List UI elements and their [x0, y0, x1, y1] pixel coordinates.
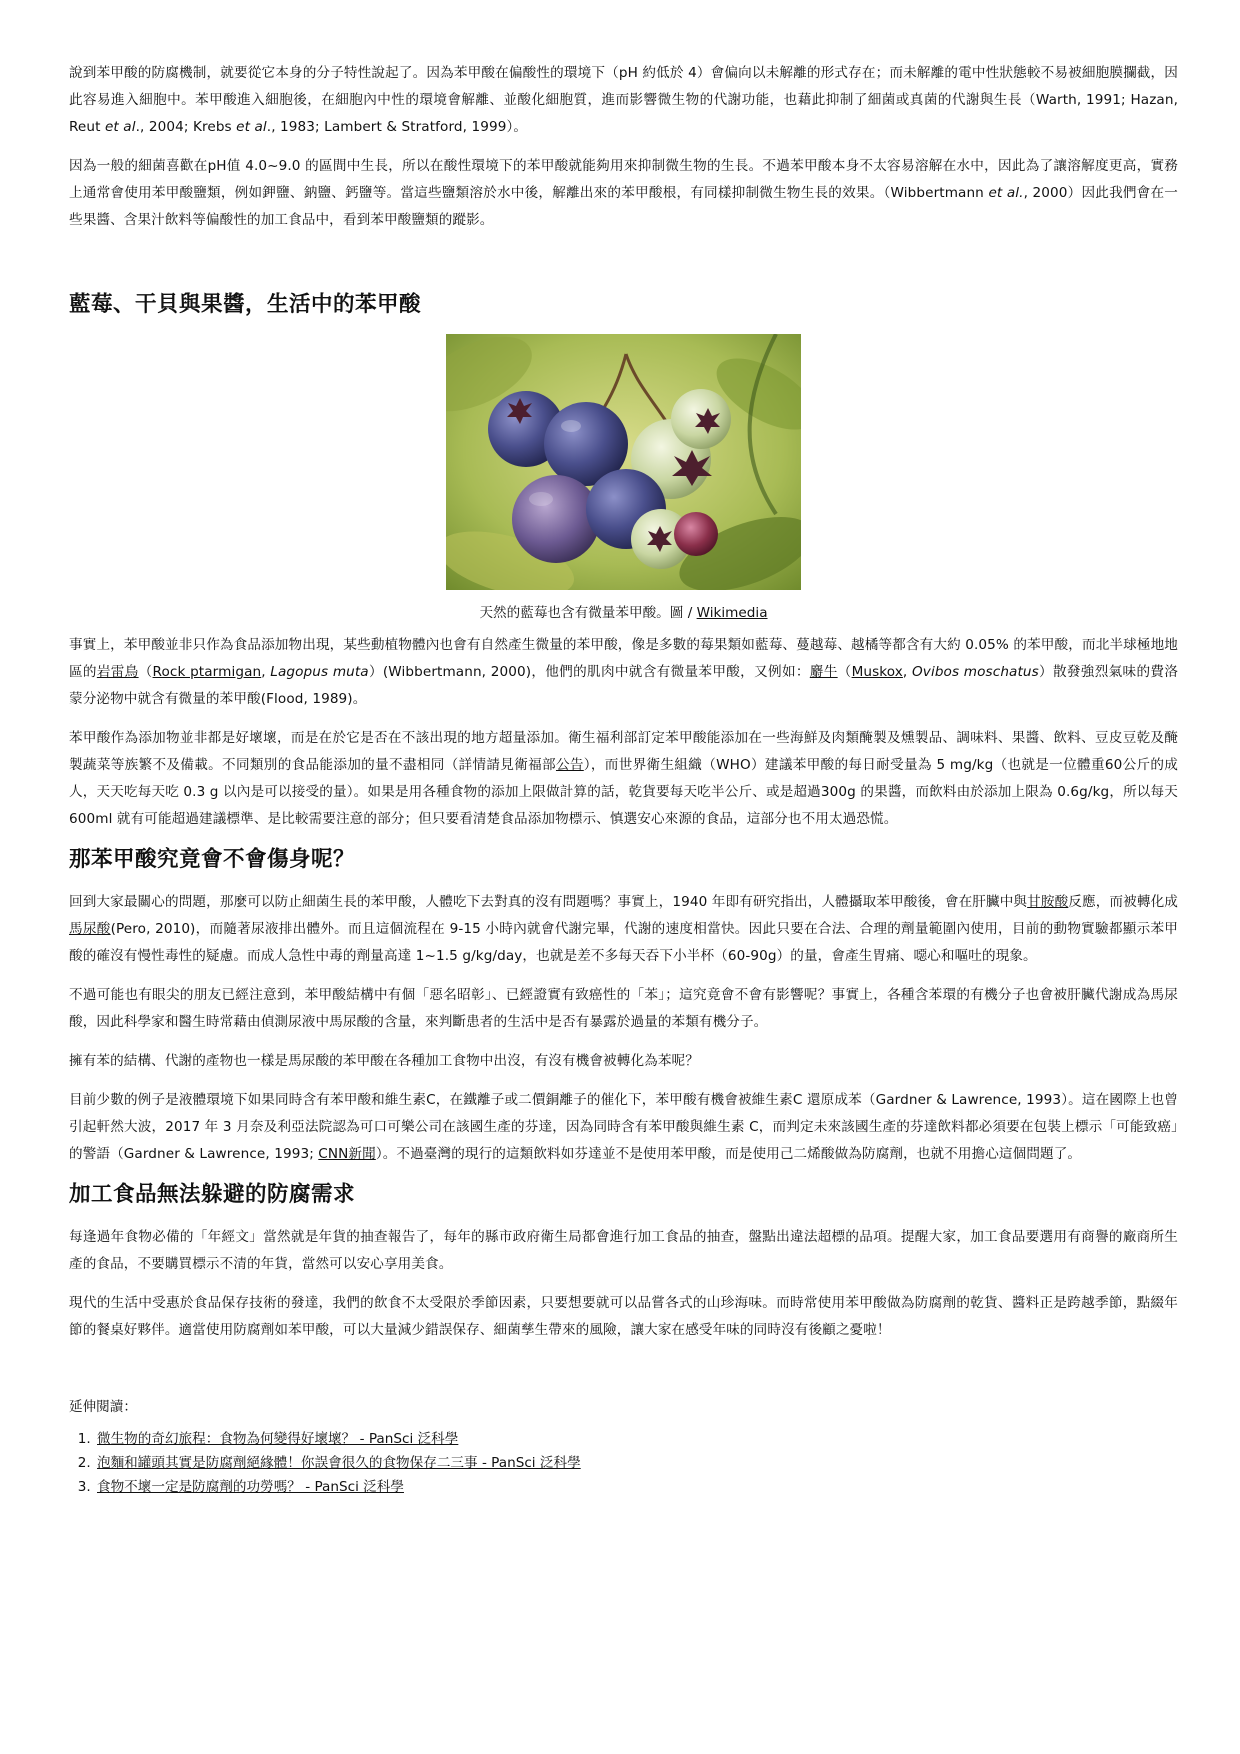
section2-paragraph-4: 目前少數的例子是液體環境下如果同時含有苯甲酸和維生素C，在鐵離子或二價銅離子的催化下，苯甲酸有機會被維生素C 還原成苯（Gardner & Lawrence, 1993）。這在國際上也曾引起軒然大波，2017 年 3 月奈及利亞法院認為可口可樂公司在該國生產的芬達，因為同時含有苯甲酸與維生素 C，而判定未來該國生產的芬達飲料都必須要在包裝上標示「可能致癌」的警語（Gardner & Lawrence, 1993; CNN新聞）。不過臺灣的現行的這類飲料如芬達並不是使用苯甲酸，而是使用己二烯酸做為防腐劑，也就不用擔心這個問題了。: [69, 1092, 1178, 1162]
section2-paragraph-3: 擁有苯的結構、代謝的產物也一樣是馬尿酸的苯甲酸在各種加工食物中出沒，有沒有機會被轉化為苯呢？: [69, 1053, 699, 1069]
blueberry-photo: [446, 334, 801, 590]
list-item: [95, 1428, 1178, 1450]
list-item: [95, 1452, 1178, 1474]
section-heading-preservation: 加工食品無法躲避的防腐需求: [69, 1182, 356, 1207]
link-hippuric-acid[interactable]: 馬尿酸: [69, 921, 111, 937]
section-heading-safety: 那苯甲酸究竟會不會傷身呢？: [69, 847, 356, 872]
section2-paragraph-2: 不過可能也有眼尖的朋友已經注意到，苯甲酸結構中有個「惡名昭彰」、已經證實有致癌性的「苯」；這究竟會不會有影響呢？事實上，各種含苯環的有機分子也會被肝臟代謝成為馬尿酸，因此科學家和醫生時常藉由偵測尿液中馬尿酸的含量，來判斷患者的生活中是否有暴露於過量的苯類有機分子。: [69, 987, 1178, 1030]
link-rock-ptarmigan-en[interactable]: Rock ptarmigan: [152, 664, 262, 680]
reading-link-2[interactable]: 泡麵和罐頭其實是防腐劑絕緣體！你誤會很久的食物保存二三事 - PanSci 泛科學: [97, 1455, 581, 1471]
further-reading-list: [69, 1428, 1178, 1498]
figure-caption: 天然的藍莓也含有微量苯甲酸。圖 / Wikimedia: [479, 605, 768, 621]
intro-paragraph-2: 因為一般的細菌喜歡在pH值 4.0~9.0 的區間中生長，所以在酸性環境下的苯甲酸就能夠用來抑制微生物的生長。不過苯甲酸本身不太容易溶解在水中，因此為了讓溶解度更高，實務上通常會使用苯甲酸鹽類，例如鉀鹽、鈉鹽、鈣鹽等。當這些鹽類溶於水中後，解離出來的苯甲酸根，有同樣抑制微生物生長的效果。（Wibbertmann et al., 2000）因此我們會在一些果醬、含果汁飲料等偏酸性的加工食品中，看到苯甲酸鹽類的蹤影。: [69, 158, 1178, 228]
section1-paragraph-2: 苯甲酸作為添加物並非都是好壞壞，而是在於它是否在不該出現的地方超量添加。衛生福利部訂定苯甲酸能添加在一些海鮮及肉類醃製及燻製品、調味料、果醬、飲料、豆皮豆乾及醃製蔬菜等族繁不及備載。不同類別的食品能添加的量不盡相同（詳情請見衛福部公告），而世界衛生組織（WHO）建議苯甲酸的每日耐受量為 5 mg/kg（也就是一位體重60公斤的成人，天天吃每天吃 0.3 g 以內是可以接受的量）。如果是用各種食物的添加上限做計算的話，乾貨要每天吃半公斤、或是超過300g 的果醬，而飲料由於添加上限為 0.6g/kg，所以每天 600ml 就有可能超過建議標準、是比較需要注意的部分；但只要看清楚食品添加物標示、慎選安心來源的食品，這部分也不用太過恐慌。: [69, 730, 1179, 827]
section2-paragraph-1: 回到大家最關心的問題，那麼可以防止細菌生長的苯甲酸，人體吃下去對真的沒有問題嗎？事實上，1940 年即有研究指出，人體攝取苯甲酸後，會在肝臟中與甘胺酸反應，而被轉化成馬尿酸(Pero, 2010)，而隨著尿液排出體外。而且這個流程在 9-15 小時內就會代謝完畢，代謝的速度相當快。因此只要在合法、合理的劑量範圍內使用，目前的動物實驗都顯示苯甲酸的確沒有慢性毒性的疑慮。而成人急性中毒的劑量高達 1~1.5 g/kg/day，也就是差不多每天吞下小半杯（60-90g）的量，會產生胃痛、噁心和嘔吐的現象。: [69, 894, 1178, 964]
figure-blueberry: [69, 334, 1178, 624]
link-announcement[interactable]: 公告: [555, 757, 584, 773]
link-muskox-en[interactable]: Muskox: [851, 664, 903, 680]
section-heading-blueberry: 藍莓、干貝與果醬，生活中的苯甲酸: [69, 292, 422, 317]
intro-paragraph-1: 說到苯甲酸的防腐機制，就要從它本身的分子特性說起了。因為苯甲酸在偏酸性的環境下（pH 約低於 4）會偏向以未解離的形式存在；而未解離的電中性狀態較不易被細胞膜攔截，因此容易進入細胞中。苯甲酸進入細胞後，在細胞內中性的環境會解離、並酸化細胞質，進而影響微生物的代謝功能，也藉此抑制了細菌或真菌的代謝與生長（Warth, 1991; Hazan, Reut et al., 2004; Krebs et al., 1983; Lambert & Stratford, 1999）。: [69, 65, 1178, 135]
section1-paragraph-1: 事實上，苯甲酸並非只作為食品添加物出現，某些動植物體內也會有自然產生微量的苯甲酸，像是多數的莓果類如藍莓、蔓越莓、越橘等都含有大約 0.05% 的苯甲酸，而北半球極地地區的岩雷鳥（Rock ptarmigan, Lagopus muta）(Wibbertmann, 2000)，他們的肌肉中就含有微量苯甲酸，又例如：麝牛（Muskox, Ovibos moschatus）散發強烈氣味的費洛蒙分泌物中就含有微量的苯甲酸(Flood, 1989)。: [69, 637, 1179, 707]
list-item: [95, 1476, 1178, 1498]
link-cnn-news[interactable]: CNN新聞: [318, 1146, 376, 1162]
link-glycine[interactable]: 甘胺酸: [1027, 894, 1069, 910]
reading-link-1[interactable]: 微生物的奇幻旅程：食物為何變得好壞壞？ - PanSci 泛科學: [97, 1431, 459, 1447]
link-muskox-zh[interactable]: 麝牛: [809, 664, 838, 680]
reading-link-3[interactable]: 食物不壞一定是防腐劑的功勞嗎？ - PanSci 泛科學: [97, 1479, 404, 1495]
caption-link-wikimedia[interactable]: Wikimedia: [696, 605, 768, 621]
section3-paragraph-1: 每逢過年食物必備的「年經文」當然就是年貨的抽查報告了，每年的縣市政府衛生局都會進行加工食品的抽查，盤點出違法超標的品項。提醒大家，加工食品要選用有商譽的廠商所生產的食品，不要購買標示不清的年貨，當然可以安心享用美食。: [69, 1229, 1178, 1272]
section3-paragraph-2: 現代的生活中受惠於食品保存技術的發達，我們的飲食不太受限於季節因素，只要想要就可以品嘗各式的山珍海味。而時常使用苯甲酸做為防腐劑的乾貨、醬料正是跨越季節，點綴年節的餐桌好夥伴。適當使用防腐劑如苯甲酸，可以大量減少錯誤保存、細菌孳生帶來的風險，讓大家在感受年味的同時沒有後顧之憂啦！: [69, 1295, 1178, 1338]
further-reading-label: 延伸閱讀：: [69, 1399, 137, 1415]
link-rock-ptarmigan-zh[interactable]: 岩雷鳥: [96, 664, 139, 680]
